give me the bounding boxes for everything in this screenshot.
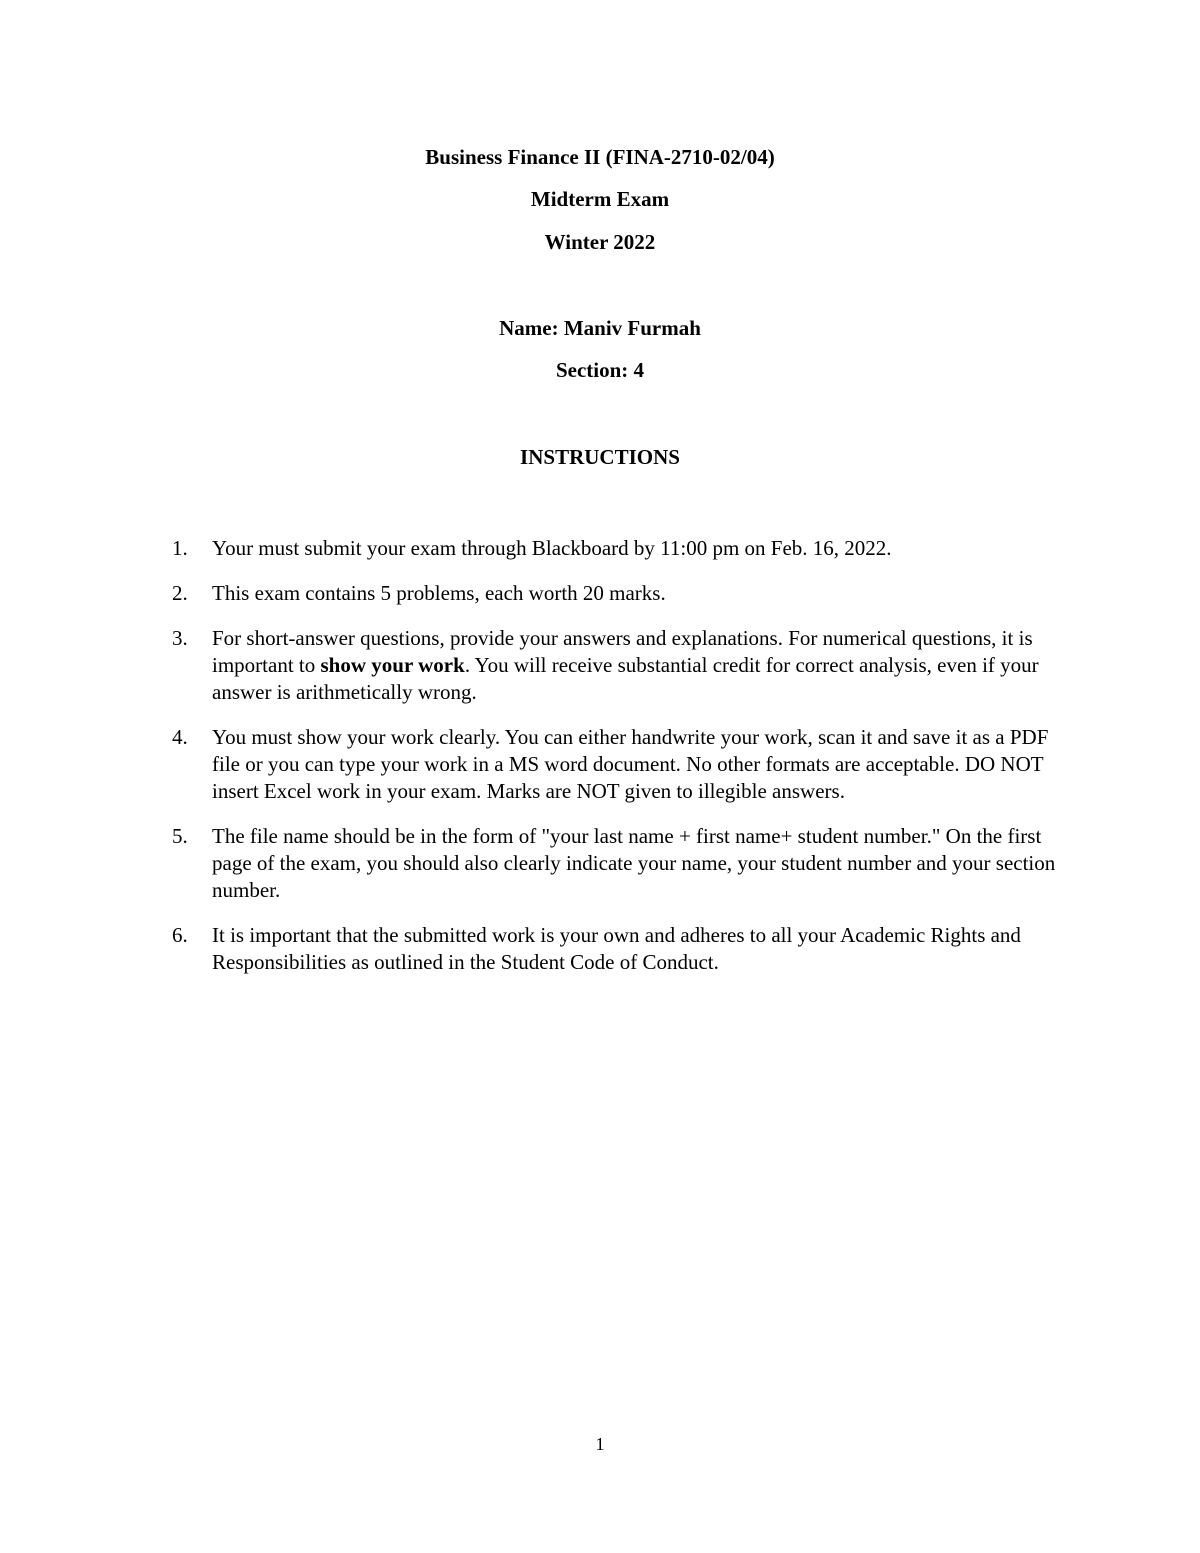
exam-title: Midterm Exam <box>530 187 670 211</box>
instructions-heading: INSTRUCTIONS <box>520 445 680 469</box>
instruction-item <box>172 625 1072 706</box>
instruction-item <box>172 580 1072 607</box>
instruction-item <box>172 823 1072 904</box>
instruction-number: 6. <box>172 923 188 947</box>
section-number: Section: 4 <box>555 358 645 382</box>
instruction-number: 3. <box>172 626 188 650</box>
instruction-number: 4. <box>172 725 188 749</box>
instruction-item <box>172 922 1072 976</box>
instruction-number: 2. <box>172 581 188 605</box>
instruction-text: This exam contains 5 problems, each worth 20 marks. <box>212 581 666 605</box>
instruction-text: You must show your work clearly. You can either handwrite your work, scan it and save it as a PDF file or you can type your work in a MS word document. No other formats are acceptable. DO NOT insert Excel work in your exam. Marks are NOT given to illegible answers. <box>212 725 1049 803</box>
instruction-text-after: . You will receive substantial credit for correct analysis, even if your answer is arithmetically wrong. <box>212 653 1039 704</box>
term-label: Winter 2022 <box>544 230 656 254</box>
page-number: 1 <box>595 1434 605 1454</box>
instruction-emphasis: show your work <box>320 653 465 677</box>
course-title: Business Finance II (FINA-2710-02/04) <box>425 145 775 169</box>
instruction-text: Your must submit your exam through Blackboard by 11:00 pm on Feb. 16, 2022. <box>212 536 892 560</box>
instruction-number: 1. <box>172 536 188 560</box>
instruction-item <box>172 535 1072 562</box>
instruction-text-before: For short-answer questions, provide your answers and explanations. For numerical questions, it is important to <box>212 626 1033 677</box>
instruction-item <box>172 724 1072 805</box>
instruction-text: It is important that the submitted work is your own and adheres to all your Academic Rights and Responsibilities as outlined in the Student Code of Conduct. <box>212 923 1021 974</box>
instruction-text: The file name should be in the form of "your last name + first name+ student number." On the first page of the exam, you should also clearly indicate your name, your student number and your section number. <box>212 824 1056 902</box>
instruction-number: 5. <box>172 824 188 848</box>
student-name: Name: Maniv Furmah <box>499 316 701 340</box>
instruction-text <box>212 625 1072 706</box>
instructions-list <box>172 535 1072 994</box>
